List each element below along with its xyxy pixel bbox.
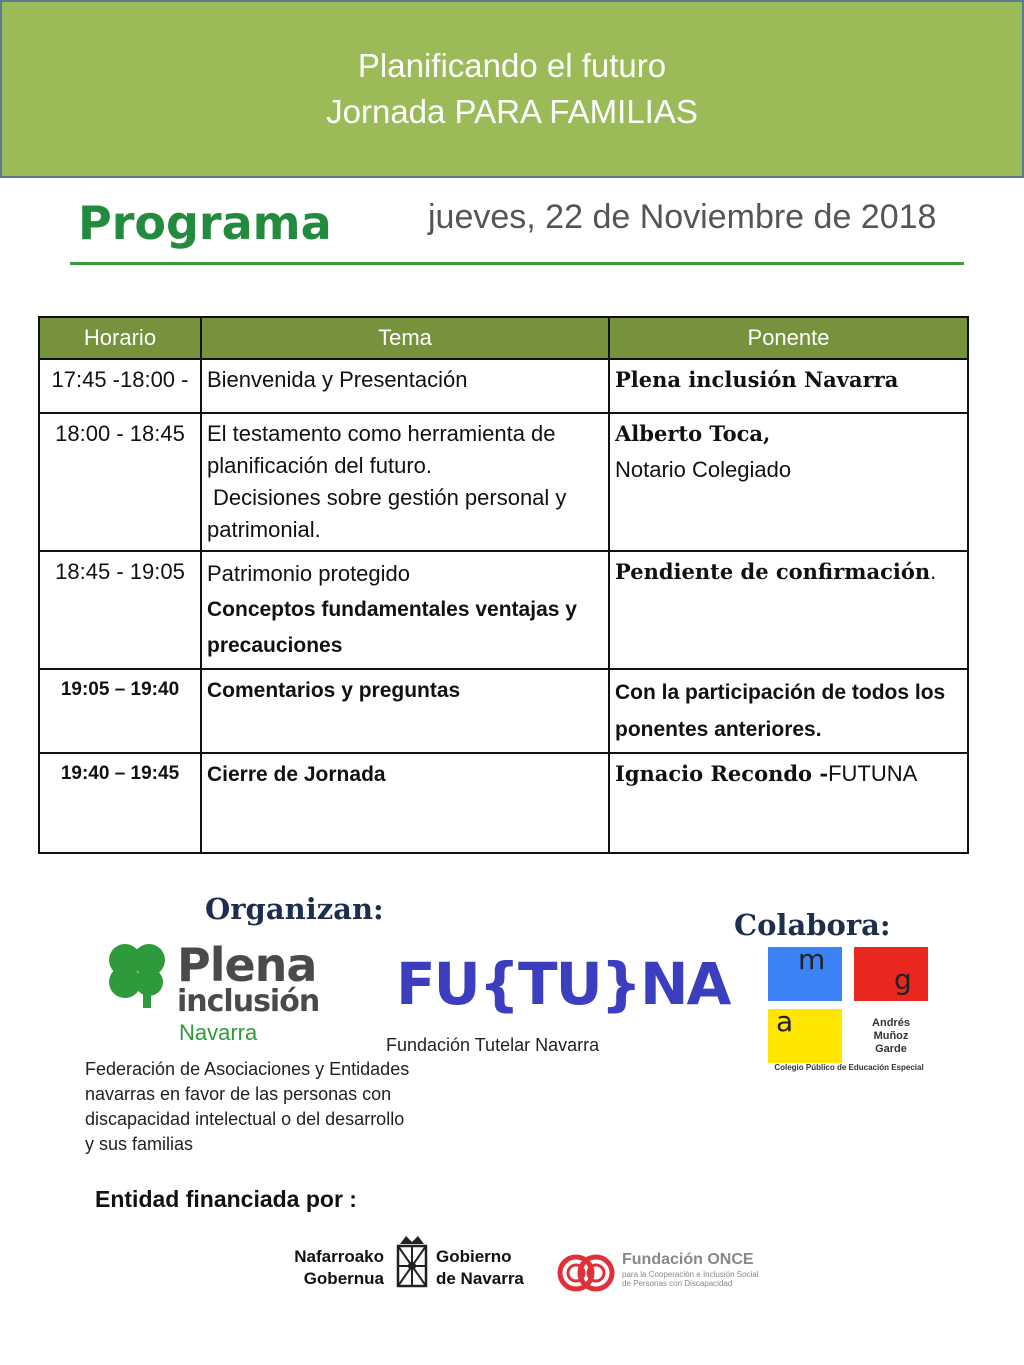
speaker-name: Plena inclusión Navarra: [615, 367, 899, 392]
table-row: [39, 551, 968, 669]
row-time: 19:05 – 19:40: [39, 669, 201, 753]
row-time: 19:40 – 19:45: [39, 753, 201, 853]
topic-line: Cierre de Jornada: [207, 763, 386, 786]
logo-letter: m: [798, 943, 826, 976]
speaker-suffix: .: [930, 559, 937, 584]
row-topic: [201, 753, 609, 853]
speaker-role: Notario Colegiado: [615, 457, 792, 482]
gobierno-spanish: [436, 1246, 524, 1290]
topic-line: Bienvenida y Presentación: [207, 367, 468, 392]
clover-icon: [105, 940, 169, 1010]
gob-line: Gobernua: [303, 1269, 384, 1288]
gob-line: de Navarra: [436, 1269, 524, 1288]
topic-line: Decisiones sobre gestión personal y patrimonial.: [207, 485, 567, 542]
name-line: Garde: [875, 1043, 907, 1055]
row-speaker: [609, 413, 968, 551]
row-topic: [201, 551, 609, 669]
once-title: Fundación ONCE: [622, 1251, 754, 1268]
event-date: jueves, 22 de Noviembre de 2018: [428, 198, 937, 236]
navarra-shield-icon: [392, 1232, 432, 1290]
plena-description: Federación de Asociaciones y Entidades navarras en favor de las personas con discapacidad intelectual o del desarrollo y sus familias: [85, 1059, 410, 1154]
futuna-logo: FU{TU}NA: [396, 950, 730, 1018]
table-row: [39, 753, 968, 853]
gob-line: Gobierno: [436, 1247, 512, 1266]
row-speaker: [609, 551, 968, 669]
once-subtitle: [622, 1270, 782, 1288]
name-line: Muñoz: [873, 1030, 909, 1042]
once-sub-line: de Personas con Discapacidad: [622, 1279, 733, 1288]
once-sub-line: para la Cooperación e Inclusión Social: [622, 1270, 759, 1279]
colabora-heading: Colabora:: [734, 908, 891, 942]
financiada-heading: Entidad financiada por :: [95, 1186, 357, 1212]
row-topic: [201, 359, 609, 413]
header-ponente: Ponente: [609, 317, 968, 359]
header-horario: Horario: [39, 317, 201, 359]
row-topic: [201, 669, 609, 753]
table-header-row: [39, 317, 968, 359]
topic-line: Patrimonio protegido: [207, 561, 411, 586]
title-underline: [70, 262, 964, 265]
plena-inclusion-logo: [105, 938, 325, 1048]
program-table: [38, 316, 969, 854]
plena-sub: inclusión: [177, 984, 320, 1019]
table-row: [39, 359, 968, 413]
topic-line: Conceptos fundamentales ventajas y precauciones: [207, 598, 577, 657]
gobierno-navarra-logo: [284, 1232, 544, 1294]
table-row: [39, 669, 968, 753]
plena-region: Navarra: [179, 1020, 258, 1045]
row-topic: [201, 413, 609, 551]
logo-square-red: [854, 947, 928, 1001]
title-banner: [0, 0, 1024, 178]
plena-word: Plena: [177, 938, 317, 992]
speaker-name: Ignacio Recondo -: [615, 761, 829, 786]
amg-name: [856, 1017, 926, 1056]
once-rings-icon: [556, 1250, 618, 1296]
logo-square-blue: [768, 943, 842, 1001]
speaker-name: Pendiente de confirmación: [615, 559, 931, 584]
fundacion-once-logo: [556, 1250, 776, 1296]
speaker-name: Alberto Toca,: [615, 421, 771, 446]
gobierno-basque: [284, 1246, 384, 1290]
speaker-org: FUTUNA: [828, 761, 918, 786]
row-time: 17:45 -18:00 -: [39, 359, 201, 413]
gob-line: Nafarroako: [294, 1247, 384, 1266]
logo-letter: g: [894, 963, 912, 996]
organizan-heading: Organizan:: [205, 892, 384, 926]
logo-letter: a: [776, 1005, 794, 1038]
speaker-role: Con la participación de todos los ponentes anteriores.: [615, 681, 946, 741]
topic-line: El testamento como herramienta de planificación del futuro.: [207, 421, 556, 478]
name-line: Andrés: [872, 1017, 910, 1029]
programa-title: Programa: [78, 196, 332, 250]
amg-subtitle: Colegio Público de Educación Especial: [774, 1063, 924, 1072]
row-speaker: [609, 669, 968, 753]
header-tema: Tema: [201, 317, 609, 359]
banner-line-1: Planificando el futuro: [357, 47, 667, 84]
table-row: [39, 413, 968, 551]
row-speaker: [609, 753, 968, 853]
futuna-caption: Fundación Tutelar Navarra: [386, 1035, 600, 1055]
amg-logo: [768, 943, 928, 1077]
banner-line-2: Jornada PARA FAMILIAS: [326, 93, 698, 130]
logo-square-yellow: [768, 1005, 842, 1063]
row-time: 18:00 - 18:45: [39, 413, 201, 551]
row-time: 18:45 - 19:05: [39, 551, 201, 669]
row-speaker: [609, 359, 968, 413]
topic-line: Comentarios y preguntas: [207, 679, 461, 702]
